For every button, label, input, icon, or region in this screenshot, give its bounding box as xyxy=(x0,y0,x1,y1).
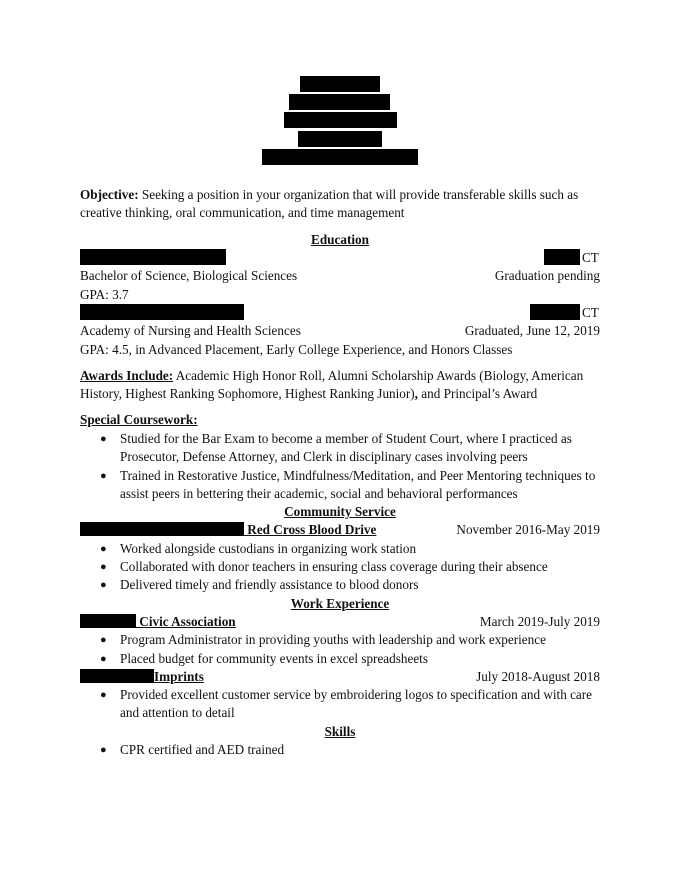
list-item xyxy=(100,631,600,649)
school-1-gpa: GPA: 3.7 xyxy=(80,287,129,302)
bullet-icon: ● xyxy=(100,744,107,756)
community-service-item: Delivered timely and friendly assistance to blood donors xyxy=(120,577,419,592)
community-service-heading: Community Service xyxy=(284,504,396,519)
bullet-icon: ● xyxy=(100,561,107,573)
job-1-item: Program Administrator in providing youths with leadership and work experience xyxy=(120,632,546,647)
bullet-icon: ● xyxy=(100,634,107,646)
list-item xyxy=(100,741,600,759)
list-item xyxy=(100,467,600,503)
awards-text-2: and Principal’s Award xyxy=(417,386,538,401)
job-2-org xyxy=(80,668,204,686)
bullet-icon: ● xyxy=(100,689,107,701)
job-1-item: Placed budget for community events in excel spreadsheets xyxy=(120,651,428,666)
school-2-state: CT xyxy=(582,305,599,320)
school-2-program: Academy of Nursing and Health Sciences xyxy=(80,323,301,338)
school-2-gpa: GPA: 4.5, in Advanced Placement, Early College Experience, and Honors Classes xyxy=(80,342,513,357)
redacted-phone xyxy=(298,131,382,147)
job-2-row xyxy=(80,668,600,686)
education-heading: Education xyxy=(311,232,369,247)
objective-label: Objective: xyxy=(80,187,139,202)
skills-heading: Skills xyxy=(324,724,356,739)
school-1-state: CT xyxy=(582,250,599,265)
list-item xyxy=(100,430,600,466)
school-2-status: Graduated, June 12, 2019 xyxy=(464,323,600,338)
bullet-icon: ● xyxy=(100,470,107,482)
awards-text: Academic High Honor Roll, Alumni Scholarship Awards (Biology, American History, Highest Ranking Sophomore, Highest Ranking Junior) xyxy=(80,368,584,401)
bullet-icon: ● xyxy=(100,579,107,591)
school-2-location xyxy=(582,304,612,322)
redacted-school-1-city xyxy=(544,249,580,265)
redacted-school-2-city xyxy=(530,304,580,320)
job-2-org-name: Imprints xyxy=(154,669,204,684)
special-coursework-heading: Special Coursework: xyxy=(80,412,198,427)
work-experience-heading: Work Experience xyxy=(290,596,390,611)
objective-text: Seeking a position in your organization that will provide transferable skills such as creative thinking, oral communication, and time management xyxy=(80,187,579,220)
awards-section xyxy=(80,367,600,403)
job-1-org-name: Civic Association xyxy=(136,614,236,629)
school-1-location xyxy=(582,249,612,267)
coursework-item: Studied for the Bar Exam to become a member of Student Court, where I practiced as Prosecutor, Defense Attorney, and Clerk in disciplinary cases involving peers xyxy=(120,431,572,464)
list-item xyxy=(100,650,600,668)
job-2-dates: July 2018-August 2018 xyxy=(476,669,600,684)
school-1-status: Graduation pending xyxy=(494,268,600,283)
community-service-dates: November 2016-May 2019 xyxy=(456,522,600,537)
school-1-degree: Bachelor of Science, Biological Sciences xyxy=(80,268,298,283)
list-item xyxy=(100,686,600,722)
redacted-email xyxy=(262,149,418,165)
school-1-row xyxy=(80,267,600,285)
community-service-org-name: Red Cross Blood Drive xyxy=(244,522,377,537)
job-1-org xyxy=(80,613,236,631)
redacted-school-1 xyxy=(80,249,226,265)
community-service-org xyxy=(80,521,376,539)
list-item xyxy=(100,576,600,594)
redacted-org-prefix xyxy=(80,522,244,536)
community-service-item: Collaborated with donor teachers in ensuring class coverage during their absence xyxy=(120,559,548,574)
community-service-item: Worked alongside custodians in organizing work station xyxy=(120,541,417,556)
awards-comma: , xyxy=(414,386,418,401)
school-2-row xyxy=(80,322,600,340)
list-item xyxy=(100,558,600,576)
coursework-item: Trained in Restorative Justice, Mindfulness/Meditation, and Peer Mentoring techniques to assist peers in bettering their academic, social and behavioral performances xyxy=(120,468,596,501)
bullet-icon: ● xyxy=(100,543,107,555)
bullet-icon: ● xyxy=(100,653,107,665)
skills-item: CPR certified and AED trained xyxy=(120,742,285,757)
job-1-dates: March 2019-July 2019 xyxy=(479,614,600,629)
bullet-icon: ● xyxy=(100,433,107,445)
job-2-item: Provided excellent customer service by embroidering logos to specification and with care and attention to detail xyxy=(120,687,593,720)
list-item xyxy=(100,540,600,558)
redacted-org-prefix xyxy=(80,614,136,628)
redacted-address-line-2 xyxy=(284,112,397,128)
redacted-name xyxy=(300,76,380,92)
job-1-row xyxy=(80,613,600,631)
redacted-address-line-1 xyxy=(289,94,390,110)
community-service-row xyxy=(80,521,600,539)
redacted-org-prefix xyxy=(80,669,154,683)
redacted-school-2 xyxy=(80,304,244,320)
awards-label: Awards Include: xyxy=(80,368,174,383)
objective-section xyxy=(80,186,600,222)
